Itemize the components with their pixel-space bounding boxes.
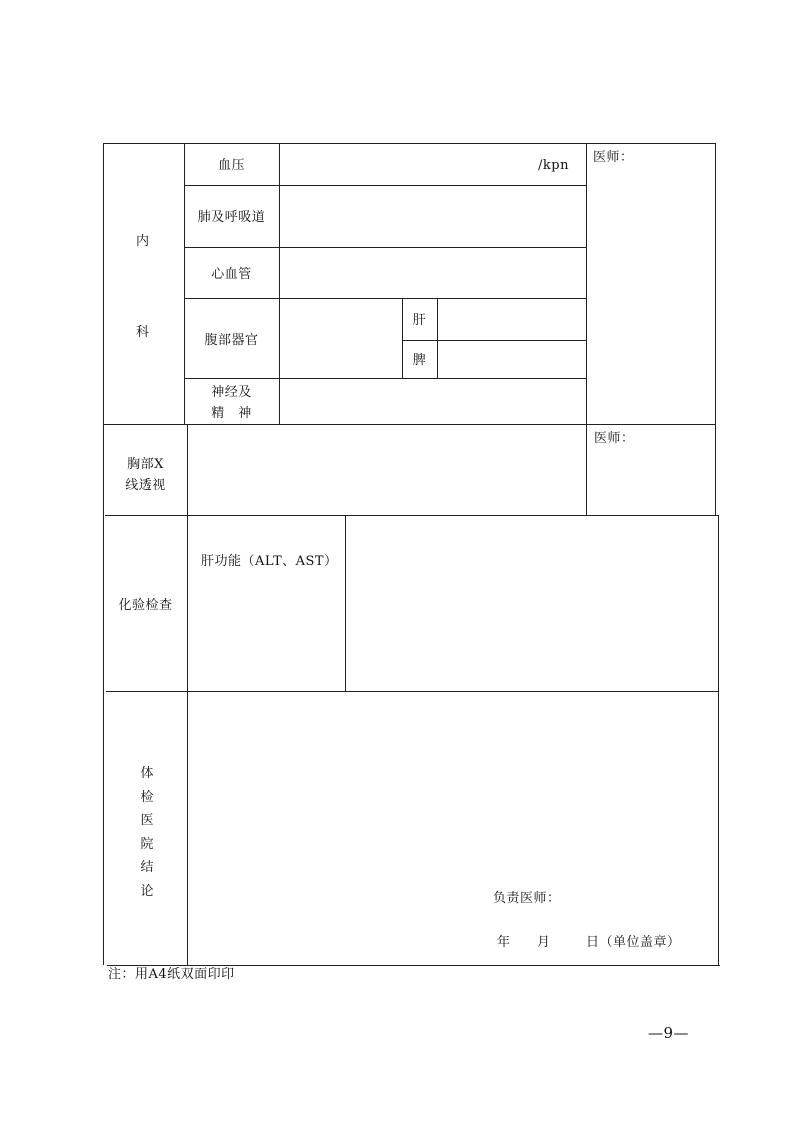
lung-respiratory-field[interactable]	[280, 186, 585, 246]
chest-xray-field[interactable]	[188, 425, 585, 514]
liver-label: 肝	[412, 313, 427, 328]
cardiovascular-field[interactable]	[280, 248, 585, 297]
liver-field[interactable]	[438, 299, 585, 339]
internal-medicine-label-top: 内	[136, 234, 150, 249]
internal-medicine-label-bottom: 科	[136, 325, 150, 340]
table-right-border-lower	[718, 515, 719, 965]
date-year-label: 年	[497, 935, 511, 950]
date-month-label: 月	[537, 935, 551, 950]
chest-xray-doctor-label: 医师：	[594, 431, 635, 446]
blood-pressure-label: 血压	[217, 158, 245, 173]
responsible-doctor-label: 负责医师：	[493, 891, 561, 906]
doctor-column-divider	[586, 143, 587, 515]
table-bottom-border	[107, 965, 720, 966]
table-right-border-upper	[715, 143, 716, 515]
blood-pressure-unit: /kpn	[538, 158, 569, 173]
abdominal-organs-field[interactable]	[280, 299, 401, 377]
table-left-border	[103, 143, 104, 965]
neuro-label-line1: 神经及	[211, 385, 252, 400]
chest-xray-label-line1: 胸部X	[127, 457, 164, 472]
conclusion-label-char: 体	[140, 766, 154, 781]
conclusion-label-char: 检	[140, 789, 154, 805]
liver-function-field[interactable]	[346, 516, 717, 690]
date-day-seal-label: 日（单位盖章）	[586, 935, 681, 950]
conclusion-label-char: 医	[140, 813, 154, 828]
lung-respiratory-label: 肺及呼吸道	[197, 210, 266, 225]
conclusion-field[interactable]	[189, 692, 717, 872]
spleen-label: 脾	[412, 353, 427, 368]
conclusion-label-char: 结	[140, 860, 154, 875]
cardiovascular-label: 心血管	[211, 267, 252, 282]
spleen-field[interactable]	[438, 341, 585, 377]
abdominal-organs-label: 腹部器官	[204, 333, 259, 348]
page-number: —9—	[648, 1024, 690, 1042]
liver-function-label: 肝功能（ALT、AST）	[201, 554, 338, 569]
lab-test-label: 化验检查	[118, 598, 173, 613]
internal-medicine-doctor-label: 医师：	[593, 150, 634, 165]
chest-xray-label-line2: 线透视	[125, 478, 166, 493]
conclusion-label-char: 院	[140, 836, 154, 852]
conclusion-label	[137, 762, 157, 903]
neuro-psych-field[interactable]	[280, 379, 585, 423]
conclusion-label-char: 论	[140, 883, 154, 899]
neuro-label-line2: 精 神	[211, 406, 252, 421]
print-note: 注：用A4纸双面印印	[108, 967, 235, 982]
